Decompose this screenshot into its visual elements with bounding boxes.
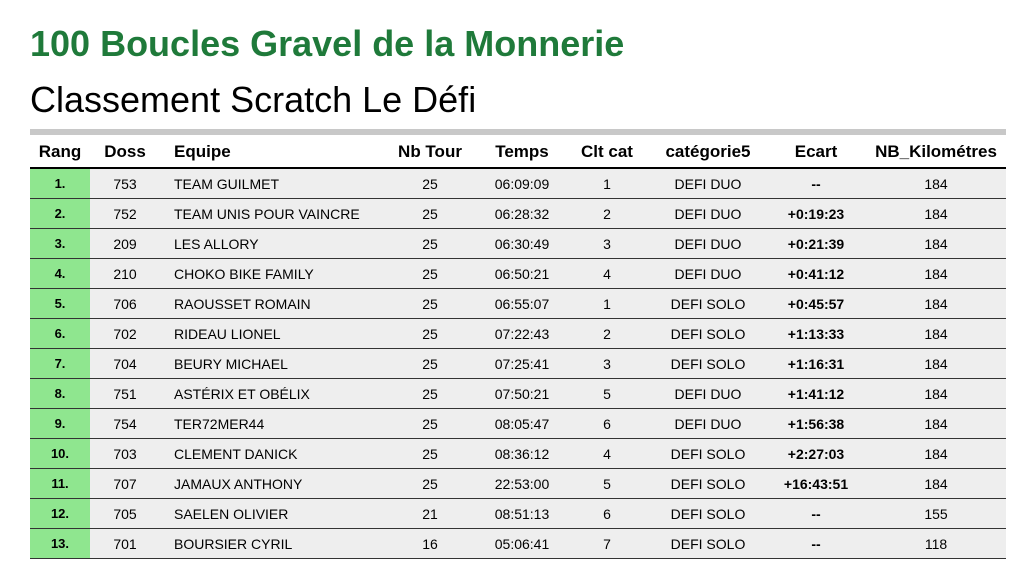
table-row bbox=[30, 168, 1006, 199]
cell-rang: 13. bbox=[30, 529, 90, 559]
cell-equipe: SAELEN OLIVIER bbox=[160, 499, 380, 529]
cell-clt-cat: 3 bbox=[564, 349, 650, 379]
cell-ecart: +1:56:38 bbox=[766, 409, 866, 439]
cell-km: 184 bbox=[866, 319, 1006, 349]
cell-equipe: TEAM GUILMET bbox=[160, 168, 380, 199]
cell-clt-cat: 6 bbox=[564, 409, 650, 439]
cell-rang: 9. bbox=[30, 409, 90, 439]
cell-temps: 08:51:13 bbox=[480, 499, 564, 529]
table-row bbox=[30, 409, 1006, 439]
cell-rang: 4. bbox=[30, 259, 90, 289]
table-row bbox=[30, 229, 1006, 259]
results-table bbox=[30, 137, 1006, 559]
table-row bbox=[30, 379, 1006, 409]
cell-clt-cat: 4 bbox=[564, 439, 650, 469]
cell-ecart: +16:43:51 bbox=[766, 469, 866, 499]
cell-equipe: CLEMENT DANICK bbox=[160, 439, 380, 469]
cell-clt-cat: 2 bbox=[564, 199, 650, 229]
cell-km: 184 bbox=[866, 349, 1006, 379]
cell-equipe: BOURSIER CYRIL bbox=[160, 529, 380, 559]
column-header-categorie: catégorie5 bbox=[650, 137, 766, 168]
cell-categorie: DEFI DUO bbox=[650, 379, 766, 409]
cell-equipe: BEURY MICHAEL bbox=[160, 349, 380, 379]
cell-equipe: LES ALLORY bbox=[160, 229, 380, 259]
cell-temps: 06:09:09 bbox=[480, 168, 564, 199]
cell-ecart: -- bbox=[766, 529, 866, 559]
cell-doss: 707 bbox=[90, 469, 160, 499]
cell-categorie: DEFI DUO bbox=[650, 409, 766, 439]
column-header-doss: Doss bbox=[90, 137, 160, 168]
cell-clt-cat: 7 bbox=[564, 529, 650, 559]
cell-nb-tour: 25 bbox=[380, 199, 480, 229]
cell-ecart: -- bbox=[766, 499, 866, 529]
cell-rang: 7. bbox=[30, 349, 90, 379]
cell-nb-tour: 25 bbox=[380, 439, 480, 469]
cell-equipe: CHOKO BIKE FAMILY bbox=[160, 259, 380, 289]
cell-km: 118 bbox=[866, 529, 1006, 559]
cell-ecart: +2:27:03 bbox=[766, 439, 866, 469]
cell-doss: 702 bbox=[90, 319, 160, 349]
column-header-equipe: Equipe bbox=[160, 137, 380, 168]
cell-nb-tour: 25 bbox=[380, 469, 480, 499]
cell-clt-cat: 5 bbox=[564, 469, 650, 499]
table-row bbox=[30, 199, 1006, 229]
column-header-temps: Temps bbox=[480, 137, 564, 168]
cell-categorie: DEFI SOLO bbox=[650, 529, 766, 559]
column-header-rang: Rang bbox=[30, 137, 90, 168]
cell-categorie: DEFI DUO bbox=[650, 229, 766, 259]
cell-clt-cat: 1 bbox=[564, 289, 650, 319]
cell-categorie: DEFI SOLO bbox=[650, 499, 766, 529]
cell-clt-cat: 1 bbox=[564, 168, 650, 199]
cell-ecart: +1:16:31 bbox=[766, 349, 866, 379]
cell-rang: 8. bbox=[30, 379, 90, 409]
cell-nb-tour: 25 bbox=[380, 379, 480, 409]
cell-ecart: +1:41:12 bbox=[766, 379, 866, 409]
cell-temps: 07:50:21 bbox=[480, 379, 564, 409]
column-header-nb-tour: Nb Tour bbox=[380, 137, 480, 168]
cell-nb-tour: 25 bbox=[380, 319, 480, 349]
cell-rang: 6. bbox=[30, 319, 90, 349]
cell-doss: 703 bbox=[90, 439, 160, 469]
cell-nb-tour: 25 bbox=[380, 349, 480, 379]
cell-ecart: +0:45:57 bbox=[766, 289, 866, 319]
cell-categorie: DEFI DUO bbox=[650, 199, 766, 229]
table-row bbox=[30, 349, 1006, 379]
cell-km: 184 bbox=[866, 168, 1006, 199]
table-header-row bbox=[30, 137, 1006, 168]
cell-temps: 07:25:41 bbox=[480, 349, 564, 379]
cell-nb-tour: 25 bbox=[380, 168, 480, 199]
cell-temps: 22:53:00 bbox=[480, 469, 564, 499]
column-header-km: NB_Kilométres bbox=[866, 137, 1006, 168]
column-header-ecart: Ecart bbox=[766, 137, 866, 168]
cell-km: 155 bbox=[866, 499, 1006, 529]
cell-doss: 751 bbox=[90, 379, 160, 409]
cell-km: 184 bbox=[866, 469, 1006, 499]
cell-categorie: DEFI DUO bbox=[650, 259, 766, 289]
cell-doss: 209 bbox=[90, 229, 160, 259]
cell-rang: 3. bbox=[30, 229, 90, 259]
column-header-clt-cat: Clt cat bbox=[564, 137, 650, 168]
cell-clt-cat: 3 bbox=[564, 229, 650, 259]
header-divider bbox=[30, 129, 1006, 135]
cell-ecart: +0:19:23 bbox=[766, 199, 866, 229]
results-body bbox=[30, 168, 1006, 559]
table-row bbox=[30, 259, 1006, 289]
cell-km: 184 bbox=[866, 229, 1006, 259]
cell-temps: 07:22:43 bbox=[480, 319, 564, 349]
cell-rang: 5. bbox=[30, 289, 90, 319]
cell-nb-tour: 25 bbox=[380, 259, 480, 289]
cell-equipe: TEAM UNIS POUR VAINCRE bbox=[160, 199, 380, 229]
cell-doss: 210 bbox=[90, 259, 160, 289]
table-row bbox=[30, 289, 1006, 319]
cell-rang: 11. bbox=[30, 469, 90, 499]
cell-doss: 701 bbox=[90, 529, 160, 559]
cell-categorie: DEFI SOLO bbox=[650, 289, 766, 319]
cell-km: 184 bbox=[866, 289, 1006, 319]
cell-doss: 704 bbox=[90, 349, 160, 379]
table-row bbox=[30, 319, 1006, 349]
cell-rang: 12. bbox=[30, 499, 90, 529]
cell-temps: 05:06:41 bbox=[480, 529, 564, 559]
cell-equipe: JAMAUX ANTHONY bbox=[160, 469, 380, 499]
cell-categorie: DEFI SOLO bbox=[650, 349, 766, 379]
page-subtitle: Classement Scratch Le Défi bbox=[30, 79, 477, 120]
cell-doss: 705 bbox=[90, 499, 160, 529]
cell-rang: 1. bbox=[30, 168, 90, 199]
cell-temps: 06:30:49 bbox=[480, 229, 564, 259]
cell-nb-tour: 21 bbox=[380, 499, 480, 529]
cell-ecart: -- bbox=[766, 168, 866, 199]
table-row bbox=[30, 529, 1006, 559]
cell-doss: 752 bbox=[90, 199, 160, 229]
cell-km: 184 bbox=[866, 439, 1006, 469]
cell-temps: 06:55:07 bbox=[480, 289, 564, 319]
cell-doss: 754 bbox=[90, 409, 160, 439]
cell-rang: 10. bbox=[30, 439, 90, 469]
cell-nb-tour: 25 bbox=[380, 229, 480, 259]
cell-categorie: DEFI SOLO bbox=[650, 319, 766, 349]
cell-rang: 2. bbox=[30, 199, 90, 229]
cell-km: 184 bbox=[866, 199, 1006, 229]
cell-ecart: +0:21:39 bbox=[766, 229, 866, 259]
cell-categorie: DEFI SOLO bbox=[650, 469, 766, 499]
cell-equipe: TER72MER44 bbox=[160, 409, 380, 439]
cell-equipe: RIDEAU LIONEL bbox=[160, 319, 380, 349]
cell-nb-tour: 25 bbox=[380, 409, 480, 439]
cell-nb-tour: 16 bbox=[380, 529, 480, 559]
cell-clt-cat: 5 bbox=[564, 379, 650, 409]
page-title: 100 Boucles Gravel de la Monnerie bbox=[30, 23, 625, 64]
table-row bbox=[30, 439, 1006, 469]
cell-temps: 08:05:47 bbox=[480, 409, 564, 439]
cell-clt-cat: 2 bbox=[564, 319, 650, 349]
table-row bbox=[30, 499, 1006, 529]
cell-doss: 706 bbox=[90, 289, 160, 319]
cell-equipe: RAOUSSET ROMAIN bbox=[160, 289, 380, 319]
cell-categorie: DEFI SOLO bbox=[650, 439, 766, 469]
cell-temps: 06:50:21 bbox=[480, 259, 564, 289]
cell-km: 184 bbox=[866, 379, 1006, 409]
cell-categorie: DEFI DUO bbox=[650, 168, 766, 199]
cell-temps: 06:28:32 bbox=[480, 199, 564, 229]
cell-km: 184 bbox=[866, 409, 1006, 439]
cell-clt-cat: 6 bbox=[564, 499, 650, 529]
cell-ecart: +0:41:12 bbox=[766, 259, 866, 289]
cell-ecart: +1:13:33 bbox=[766, 319, 866, 349]
cell-temps: 08:36:12 bbox=[480, 439, 564, 469]
table-row bbox=[30, 469, 1006, 499]
cell-doss: 753 bbox=[90, 168, 160, 199]
cell-clt-cat: 4 bbox=[564, 259, 650, 289]
cell-nb-tour: 25 bbox=[380, 289, 480, 319]
cell-equipe: ASTÉRIX ET OBÉLIX bbox=[160, 379, 380, 409]
cell-km: 184 bbox=[866, 259, 1006, 289]
